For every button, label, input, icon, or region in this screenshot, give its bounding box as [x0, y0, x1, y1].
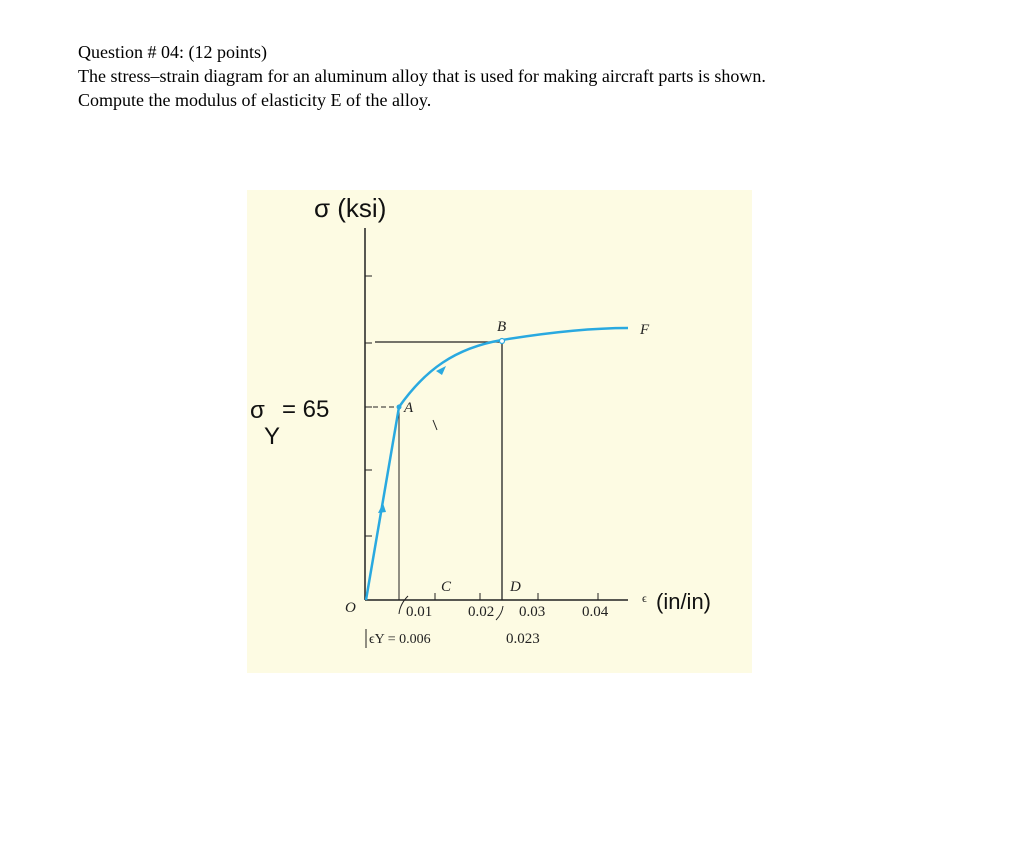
- yield-stress-value: = 65: [282, 396, 330, 423]
- strain-b-label: 0.023: [506, 631, 540, 647]
- point-b-marker: [500, 339, 505, 344]
- yield-stress-sigma: σ: [250, 397, 265, 424]
- point-d-label: D: [510, 579, 521, 595]
- point-f-label: F: [640, 322, 650, 338]
- question-line-2: Compute the modulus of elasticity E of the alloy.: [78, 90, 432, 110]
- question-line-1: The stress–strain diagram for an aluminum alloy that is used for making aircraft parts is shown.: [78, 66, 766, 86]
- point-b-label: B: [497, 319, 507, 335]
- strain-tick-label: 0.03: [519, 604, 546, 620]
- strain-tick-label: 0.01: [406, 604, 433, 620]
- strain-tick-label: 0.04: [582, 604, 609, 620]
- yield-stress-subscript: Y: [264, 423, 281, 450]
- point-a-label: A: [404, 400, 414, 416]
- point-a-marker: [397, 405, 402, 410]
- origin-label: O: [345, 600, 356, 616]
- strain-axis-symbol: ϵ: [642, 591, 647, 605]
- point-c-label: C: [441, 579, 452, 595]
- strain-tick-label: 0.02: [468, 604, 495, 620]
- strain-axis-unit: (in/in): [656, 589, 712, 614]
- yield-strain-label: ϵY = 0.006: [369, 632, 431, 647]
- question-header: Question # 04: (12 points): [78, 42, 267, 62]
- stress-axis-label: σ (ksi): [314, 193, 387, 223]
